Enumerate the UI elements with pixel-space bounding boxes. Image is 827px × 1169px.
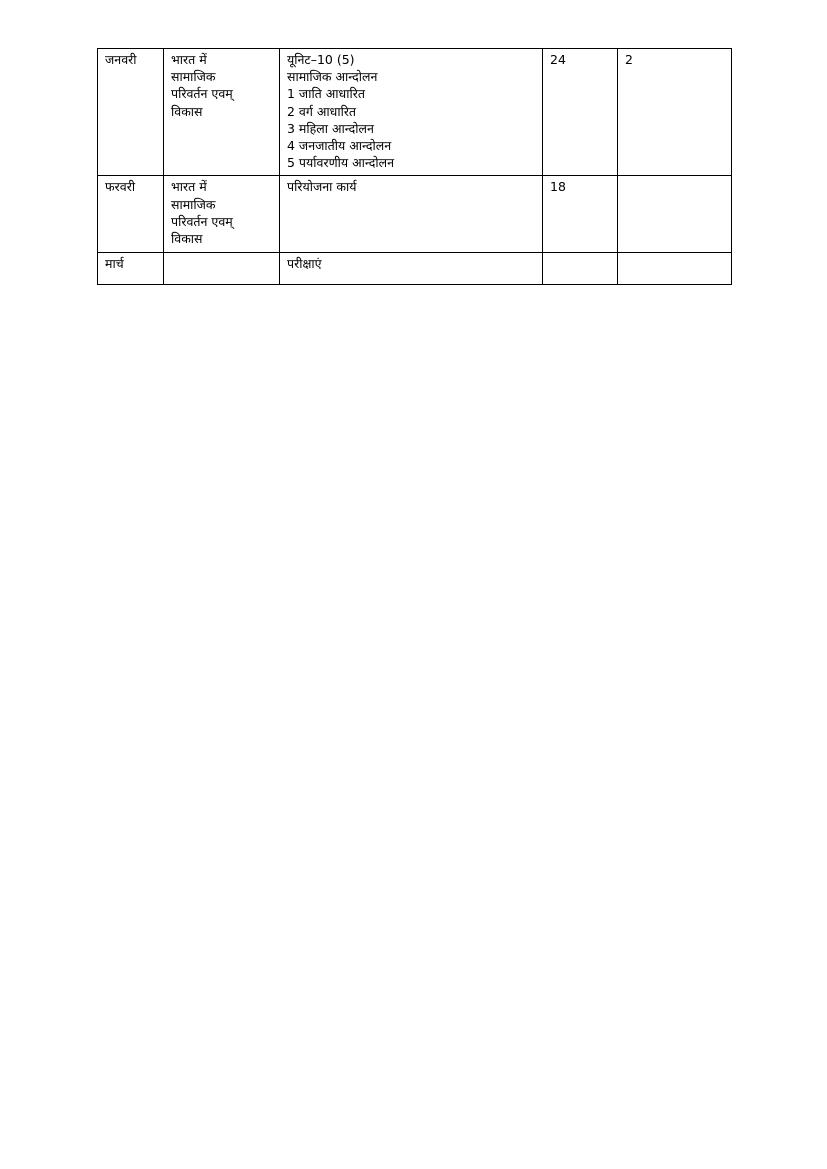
topic-cell — [164, 176, 280, 253]
content-cell — [280, 253, 543, 285]
month-label: फरवरी — [105, 179, 136, 195]
topic-line: सामाजिक — [171, 196, 216, 212]
topic-line: भारत में — [171, 179, 207, 195]
periods-cell — [543, 49, 618, 176]
extra-cell — [618, 176, 732, 253]
topic-line: विकास — [171, 231, 203, 247]
content-line: परीक्षाएं — [287, 256, 322, 272]
topic-line: सामाजिक — [171, 69, 216, 85]
content-cell — [280, 49, 543, 176]
content-line: सामाजिक आन्दोलन — [287, 69, 378, 85]
table-row-february — [98, 176, 732, 253]
periods-value: 18 — [550, 179, 566, 195]
extra-cell — [618, 253, 732, 285]
content-line: परियोजना कार्य — [287, 179, 357, 195]
content-line: यूनिट–10 (5) — [287, 52, 355, 67]
content-cell — [280, 176, 543, 253]
month-cell — [98, 176, 164, 253]
periods-value: 24 — [550, 52, 566, 67]
topic-line: भारत में — [171, 52, 207, 67]
month-label: मार्च — [105, 256, 124, 272]
content-line: 5 पर्यावरणीय आन्दोलन — [287, 155, 395, 171]
syllabus-table — [97, 48, 732, 285]
table-row-january — [98, 49, 732, 176]
periods-cell — [543, 253, 618, 285]
content-line: 3 महिला आन्दोलन — [287, 120, 374, 136]
topic-cell — [164, 49, 280, 176]
topic-line: विकास — [171, 103, 203, 119]
content-line: 4 जनजातीय आन्दोलन — [287, 138, 392, 154]
table-row-march — [98, 253, 732, 285]
month-label: जनवरी — [105, 52, 137, 67]
topic-line: परिवर्तन एवम् — [171, 213, 233, 229]
content-line: 1 जाति आधारित — [287, 86, 365, 102]
month-cell — [98, 49, 164, 176]
topic-line: परिवर्तन एवम् — [171, 86, 233, 102]
content-line: 2 वर्ग आधारित — [287, 103, 357, 119]
topic-cell — [164, 253, 280, 285]
extra-value: 2 — [625, 52, 633, 67]
extra-cell — [618, 49, 732, 176]
periods-cell — [543, 176, 618, 253]
month-cell — [98, 253, 164, 285]
